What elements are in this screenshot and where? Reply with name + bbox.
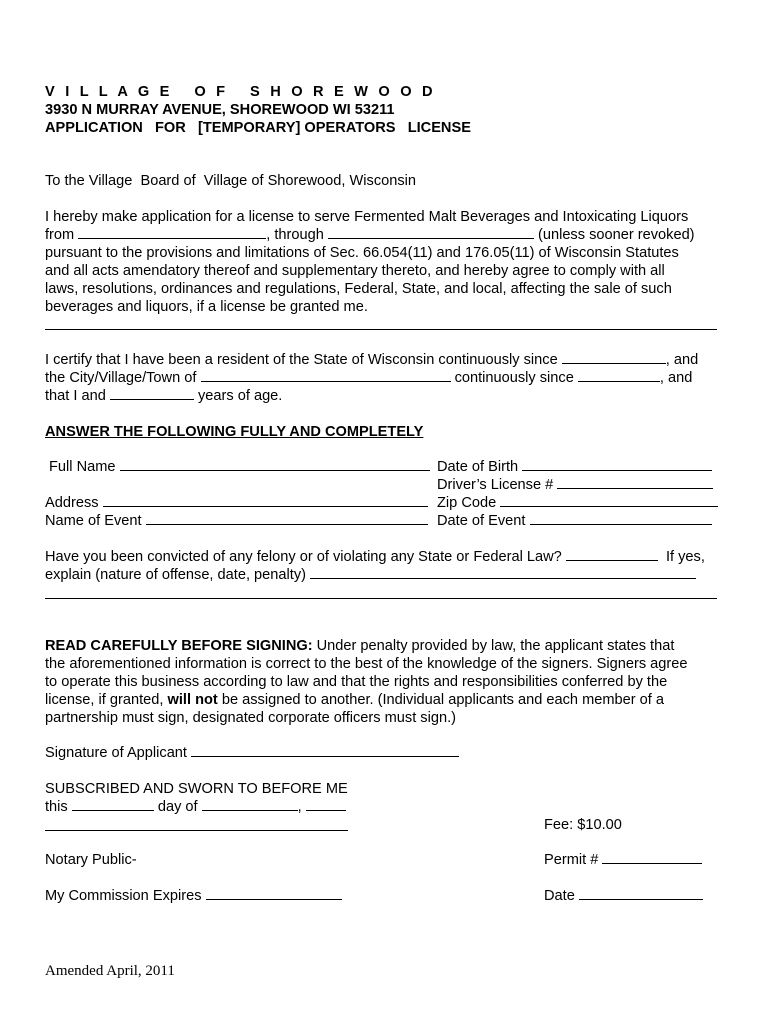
salutation: To the Village Board of Village of Shorewood, Wisconsin [45,173,417,189]
certify-line-2: the City/Village/Town of continuously since , and [45,370,693,386]
read-line-3: to operate this business according to law and that the rights and responsibilities conferred by the [45,674,668,690]
sworn-year-field[interactable] [306,798,346,811]
read-line-2: the aforementioned information is correct to the best of the knowledge of the signers. Signers agree [45,656,688,672]
sworn-date-row: this day of , [45,798,346,816]
event-name-row: Name of Event [45,512,428,530]
sworn-day-field[interactable] [72,798,154,811]
conviction-explain: explain (nature of offense, date, penalty) [45,566,696,584]
address-field[interactable] [103,494,428,507]
sworn-month-field[interactable] [202,798,298,811]
commission-expires-field[interactable] [206,887,342,900]
drivers-license-field[interactable] [557,476,713,489]
signature-field[interactable] [191,744,459,757]
fee-label: Fee: $10.00 [544,817,622,833]
municipality-since-field[interactable] [578,369,660,382]
read-line-5: partnership must sign, designated corporate officers must sign.) [45,710,456,726]
conviction-question: Have you been convicted of any felony or of violating any State or Federal Law? If yes, [45,549,705,565]
event-date-field[interactable] [530,512,712,525]
conviction-explain-line-2[interactable] [45,598,717,599]
resident-since-field[interactable] [562,351,666,364]
zip-row: Zip Code [437,494,718,512]
permit-row: Permit # [544,851,702,869]
dob-row: Date of Birth [437,458,712,476]
amended-note: Amended April, 2011 [45,963,175,979]
application-line-5: laws, resolutions, ordinances and regulations, Federal, State, and local, affecting the sale of such [45,281,672,297]
event-name-field[interactable] [146,512,428,525]
village-address: 3930 N MURRAY AVENUE, SHOREWOOD WI 53211 [45,102,395,118]
municipality-field[interactable] [201,369,451,382]
sworn-heading: SUBSCRIBED AND SWORN TO BEFORE ME [45,781,348,797]
event-date-row: Date of Event [437,512,712,530]
read-line-1: READ CAREFULLY BEFORE SIGNING: Under penalty provided by law, the applicant states that [45,638,675,654]
license-through-date-field[interactable] [328,226,534,239]
answer-heading: ANSWER THE FOLLOWING FULLY AND COMPLETELY [45,424,424,440]
commission-row: My Commission Expires [45,887,342,905]
certify-line-3: that I and years of age. [45,388,283,404]
notary-public-label: Notary Public- [45,852,137,868]
date-field[interactable] [579,887,703,900]
notary-signature-line[interactable] [45,830,348,831]
license-from-date-field[interactable] [78,226,266,239]
address-row: Address [45,494,428,512]
divider-line [45,329,717,330]
conviction-answer-field[interactable] [566,548,658,561]
full-name-row: Full Name [49,458,430,476]
age-field[interactable] [110,387,194,400]
date-of-birth-field[interactable] [522,458,712,471]
drivers-license-row: Driver’s License # [437,476,713,494]
date-row: Date [544,887,703,905]
application-line-4: and all acts amendatory thereof and supplementary thereto, and hereby agree to comply with all [45,263,665,279]
village-heading: V I L L A G E O F S H O R E W O O D [45,84,436,100]
conviction-explain-field[interactable] [310,566,696,579]
application-line-3: pursuant to the provisions and limitations of Sec. 66.054(11) and 176.05(11) of Wisconsin Statutes [45,245,679,261]
form-title: APPLICATION FOR [TEMPORARY] OPERATORS LICENSE [45,120,471,136]
signature-row: Signature of Applicant [45,744,459,762]
application-line-6: beverages and liquors, if a license be granted me. [45,299,368,315]
zip-code-field[interactable] [500,494,718,507]
application-line-1: I hereby make application for a license to serve Fermented Malt Beverages and Intoxicating Liquors [45,209,689,225]
read-line-4: license, if granted, will not be assigned to another. (Individual applicants and each member of a [45,692,664,708]
full-name-field[interactable] [120,458,430,471]
certify-line-1: I certify that I have been a resident of the State of Wisconsin continuously since , and [45,352,699,368]
permit-field[interactable] [602,851,702,864]
application-line-2: from , through (unless sooner revoked) [45,227,695,243]
